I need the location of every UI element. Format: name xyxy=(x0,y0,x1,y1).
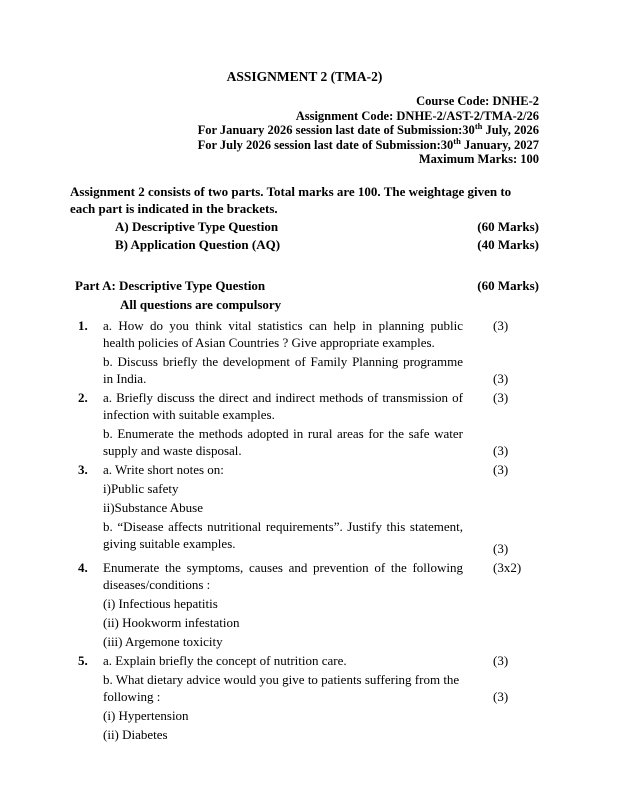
question-3 xyxy=(70,461,539,557)
question-2a-row xyxy=(70,389,539,423)
question-1b-row xyxy=(70,353,539,387)
part-a-weightage-label: A) Descriptive Type Question xyxy=(115,218,279,234)
question-2 xyxy=(70,389,539,459)
question-2a-text: a. Briefly discuss the direct and indirect methods of transmission of infection with suitable examples. xyxy=(103,389,463,422)
question-5a-marks: (3) xyxy=(493,652,509,668)
question-2b-row xyxy=(70,425,539,459)
question-1b-marks: (3) xyxy=(493,370,509,386)
compulsory-note: All questions are compulsory xyxy=(120,296,282,312)
question-3a-item-i: i)Public safety xyxy=(103,480,179,496)
question-5 xyxy=(70,652,539,743)
question-2b-text: b. Enumerate the methods adopted in rural areas for the safe water supply and waste disposal. xyxy=(103,425,463,458)
question-5b-item-i: (i) Hypertension xyxy=(103,707,189,723)
january-deadline-suffix: July, 2026 xyxy=(482,123,539,137)
header-info-block xyxy=(70,94,539,167)
question-4-item-ii-row xyxy=(70,614,539,631)
question-5b-marks: (3) xyxy=(493,688,509,704)
question-3b-text: b. “Disease affects nutritional requirements”. Justify this statement, giving suitable examples. xyxy=(103,518,463,551)
question-4-item-iii-row xyxy=(70,633,539,650)
part-b-weightage-marks: (40 Marks) xyxy=(477,236,539,252)
question-3a-item-i-row xyxy=(70,480,539,497)
question-5b-text: b. What dietary advice would you give to patients suffering from the following : xyxy=(103,671,460,704)
january-deadline-ordinal: th xyxy=(474,120,483,131)
part-a-heading-row xyxy=(70,277,539,294)
page-title: ASSIGNMENT 2 (TMA-2) xyxy=(226,69,383,84)
question-4 xyxy=(70,559,539,650)
intro-paragraph: Assignment 2 consists of two parts. Total marks are 100. The weightage given to each part is indicated in the brackets. xyxy=(70,183,512,216)
july-deadline-ordinal: th xyxy=(453,135,461,146)
part-a-heading: Part A: Descriptive Type Question xyxy=(75,277,266,293)
question-1-number: 1. xyxy=(78,317,88,333)
question-5a-row xyxy=(70,652,539,669)
course-code-line: Course Code: DNHE-2 xyxy=(416,94,539,108)
question-4-item-i-row xyxy=(70,595,539,612)
question-5b-item-ii-row xyxy=(70,726,539,743)
question-5-number: 5. xyxy=(78,652,88,668)
part-a-weightage-marks: (60 Marks) xyxy=(477,218,539,234)
part-a-heading-marks: (60 Marks) xyxy=(477,277,539,293)
question-3a-item-ii-row xyxy=(70,499,539,516)
question-3a-row xyxy=(70,461,539,478)
question-1b-text: b. Discuss briefly the development of Family Planning programme in India. xyxy=(103,353,463,386)
question-3a-item-ii: ii)Substance Abuse xyxy=(103,499,204,515)
question-4-text: Enumerate the symptoms, causes and prevention of the following diseases/conditions : xyxy=(103,559,463,592)
question-4-item-iii: (iii) Argemone toxicity xyxy=(103,633,223,649)
question-5b-item-ii: (ii) Diabetes xyxy=(103,726,168,742)
january-deadline-prefix: For January 2026 session last date of Submission:30 xyxy=(197,123,475,137)
question-5a-text: a. Explain briefly the concept of nutrition care. xyxy=(103,652,347,668)
question-1a-marks: (3) xyxy=(493,317,509,333)
assignment-code-line: Assignment Code: DNHE-2/AST-2/TMA-2/26 xyxy=(295,108,539,123)
question-1a-text: a. How do you think vital statistics can help in planning public health policies of Asian Countries ? Give appropriate examples. xyxy=(103,317,463,350)
question-5b-item-i-row xyxy=(70,707,539,724)
question-3a-marks: (3) xyxy=(493,461,509,477)
question-4-number: 4. xyxy=(78,559,88,575)
july-deadline-suffix: January, 2027 xyxy=(460,137,539,152)
july-session-deadline-line xyxy=(70,135,539,153)
question-3b-row xyxy=(70,518,539,557)
question-3-number: 3. xyxy=(78,461,88,477)
question-1 xyxy=(70,317,539,387)
question-2b-marks: (3) xyxy=(493,442,509,458)
question-4-item-ii: (ii) Hookworm infestation xyxy=(103,614,240,630)
question-3b-marks: (3) xyxy=(493,540,509,556)
question-4-item-i: (i) Infectious hepatitis xyxy=(103,595,218,611)
question-2a-marks: (3) xyxy=(493,389,509,405)
part-b-weightage-row xyxy=(70,236,539,253)
question-2-number: 2. xyxy=(78,389,88,405)
january-session-deadline-line xyxy=(70,120,539,138)
maximum-marks-line: Maximum Marks: 100 xyxy=(418,152,539,166)
question-1a-row xyxy=(70,317,539,351)
part-a-weightage-row xyxy=(70,218,539,235)
question-5b-row xyxy=(70,671,539,705)
question-4-main-row xyxy=(70,559,539,593)
question-3a-text: a. Write short notes on: xyxy=(103,461,224,477)
july-deadline-prefix: For July 2026 session last date of Submission:30 xyxy=(197,137,454,152)
question-4-marks: (3x2) xyxy=(493,559,522,575)
part-b-weightage-label: B) Application Question (AQ) xyxy=(115,236,281,252)
